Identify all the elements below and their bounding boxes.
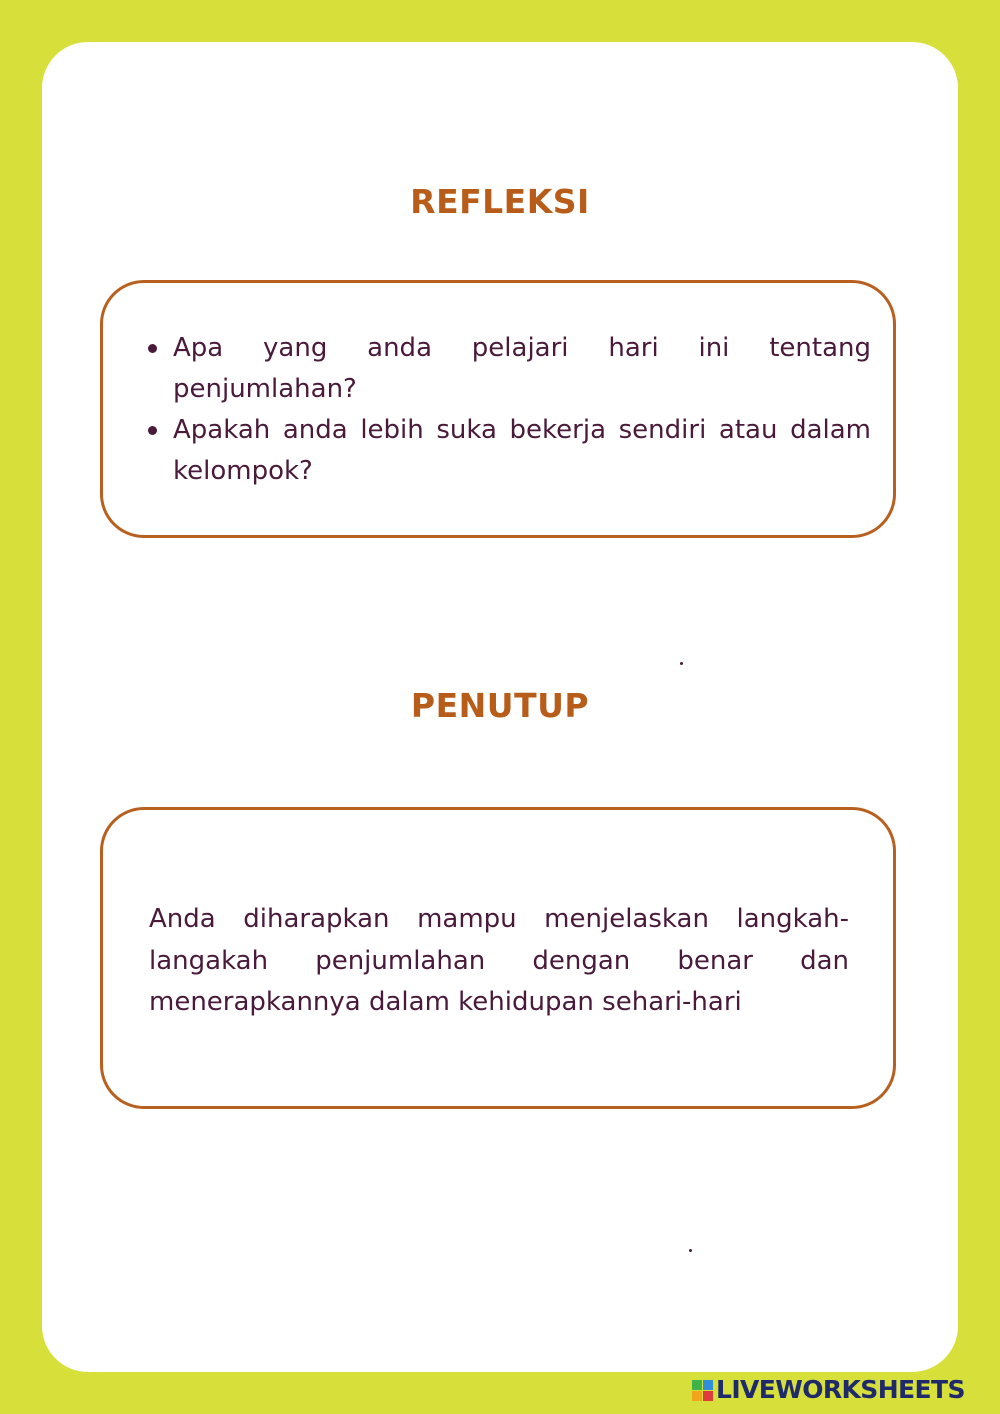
penutup-text: Anda diharapkan mampu menjelaskan langkah-langakah penjumlahan dengan benar dan menerapkannya dalam kehidupan sehari-hari [149,904,849,1017]
penutup-title: PENUTUP [410,686,590,725]
penutup-box [100,807,896,1109]
refleksi-question: Apakah anda lebih suka bekerja sendiri atau dalam kelompok? [173,410,871,492]
logo-tile [692,1391,702,1401]
brand-name: LIVEWORKSHEETS [716,1375,965,1404]
refleksi-question: Apa yang anda pelajari hari ini tentang penjumlahan? [173,328,871,410]
stray-dot [689,1249,692,1252]
refleksi-question-list [143,328,871,492]
refleksi-box [100,280,896,538]
logo-tile [703,1380,713,1390]
stray-dot [680,662,683,665]
liveworksheets-logo-icon [692,1380,713,1401]
logo-tile [703,1391,713,1401]
logo-tile [692,1380,702,1390]
liveworksheets-brand[interactable] [692,1376,965,1404]
refleksi-title: REFLEKSI [410,182,590,221]
